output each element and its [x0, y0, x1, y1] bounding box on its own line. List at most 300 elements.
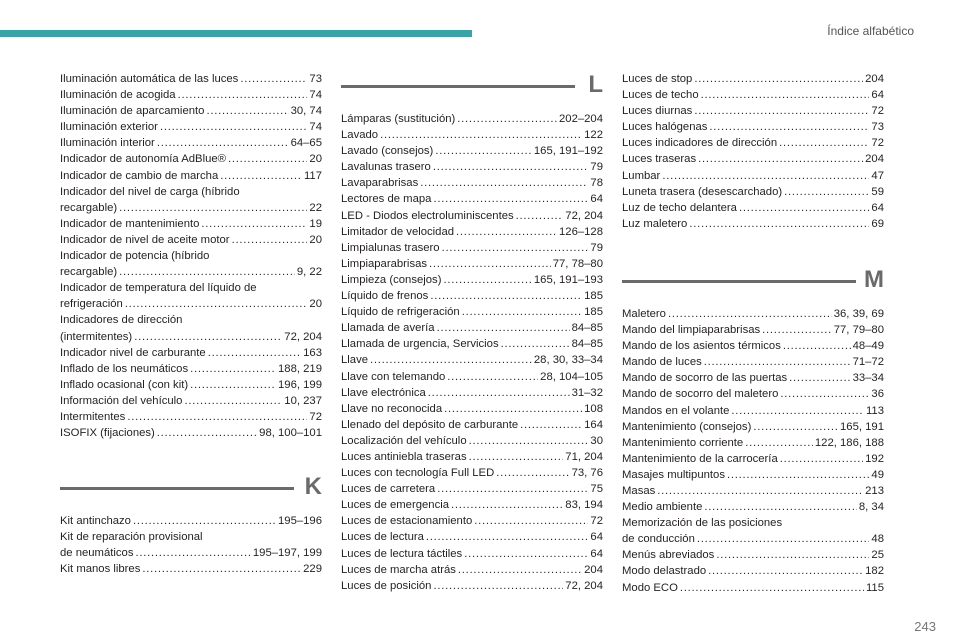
index-entry	[622, 200, 884, 216]
index-entry-term: (intermitentes)	[60, 330, 133, 343]
index-entry-term: Líquido de refrigeración	[341, 306, 460, 319]
index-entry	[622, 451, 884, 467]
dot-leader	[456, 224, 557, 240]
index-entry-pages: 73	[309, 73, 322, 85]
index-entry-term: Mantenimiento de la carrocería	[622, 452, 778, 465]
dot-leader	[142, 561, 301, 577]
index-entry-pages: 71–72	[852, 356, 884, 369]
index-entry-term: Inflado ocasional (con kit)	[60, 378, 189, 391]
index-entry	[341, 159, 603, 175]
dot-leader	[370, 352, 532, 368]
header-accent-bar	[0, 30, 472, 37]
index-entry	[60, 345, 322, 361]
dot-leader	[190, 377, 276, 393]
index-entry-pages: 33–34	[852, 372, 884, 385]
index-entry-pages: 77, 78–80	[552, 257, 603, 270]
dot-leader	[429, 256, 551, 272]
index-entry-term: recargable)	[60, 201, 118, 214]
index-entry-term: Llave electrónica	[341, 386, 426, 399]
dot-leader	[694, 71, 863, 87]
dot-leader	[701, 87, 870, 103]
dot-leader	[780, 451, 863, 467]
dot-leader	[428, 385, 570, 401]
dot-leader	[119, 200, 307, 216]
index-entry	[622, 354, 884, 370]
index-entry	[622, 338, 884, 354]
index-entry-term: Mandos en el volante	[622, 404, 730, 417]
index-entry-term: recargable)	[60, 266, 118, 279]
index-entry	[341, 369, 603, 385]
dot-leader	[462, 304, 582, 320]
index-entry-term: Lectores de mapa	[341, 193, 432, 206]
index-entry	[60, 513, 322, 529]
index-entry-term-line: Indicador del nivel de carga (híbrido	[60, 185, 240, 198]
index-entry	[622, 547, 884, 563]
index-entry-pages: 122	[584, 129, 603, 142]
index-entry	[622, 370, 884, 386]
index-entry-term: Iluminación de acogida	[60, 89, 176, 102]
index-entry	[60, 561, 322, 577]
index-entry-pages: 83, 194	[565, 499, 603, 512]
index-entry-pages: 79	[590, 161, 603, 174]
index-entry-term: ISOFIX (fijaciones)	[60, 427, 155, 440]
dot-leader	[662, 168, 869, 184]
index-entry	[341, 513, 603, 529]
section-rule	[60, 487, 294, 490]
index-entry-pages: 72, 204	[565, 209, 603, 222]
section-letter: M	[864, 265, 884, 293]
index-entry-term: Luces de stop	[622, 73, 693, 85]
section-rule	[622, 280, 856, 283]
letter-heading-l	[341, 71, 603, 105]
index-entry	[60, 87, 322, 103]
dot-leader	[501, 336, 570, 352]
index-entry-pages: 122, 186, 188	[814, 436, 884, 449]
dot-leader	[433, 578, 563, 594]
index-entry-term: Llamada de urgencia, Servicios	[341, 338, 499, 351]
index-entry-pages: 72	[871, 137, 884, 150]
index-entry	[622, 386, 884, 402]
index-entry-pages: 72	[590, 515, 603, 528]
index-entry-term: Mando de socorro de las puertas	[622, 372, 788, 385]
index-entry	[60, 425, 322, 441]
index-entry	[622, 306, 884, 322]
index-entry	[341, 304, 603, 320]
index-entry	[622, 435, 884, 451]
index-entry-term: Llamada de avería	[341, 322, 435, 335]
index-entry-pages: 48	[871, 533, 884, 546]
index-entry-pages: 185	[584, 306, 603, 319]
index-entry-term: Localización del vehículo	[341, 434, 467, 447]
index-entry-term: Lavalunas trasero	[341, 161, 431, 174]
page-number: 243	[914, 619, 936, 634]
index-entry	[60, 409, 322, 425]
section-letter: K	[304, 473, 322, 501]
index-entry-term: Masajes multipuntos	[622, 468, 725, 481]
index-entry	[341, 143, 603, 159]
index-entry-pages: 28, 104–105	[540, 370, 603, 383]
dot-leader	[157, 425, 257, 441]
index-entry-term: Llenado del depósito de carburante	[341, 418, 519, 431]
index-entry-pages: 73	[871, 121, 884, 134]
dot-leader	[437, 320, 570, 336]
index-entry-pages: 28, 30, 33–34	[533, 354, 603, 367]
dot-leader	[704, 354, 851, 370]
index-entry	[341, 481, 603, 497]
index-entry	[60, 529, 322, 561]
index-entry-term: Información del vehículo	[60, 394, 183, 407]
dot-leader	[220, 168, 302, 184]
dot-leader	[657, 483, 863, 499]
index-entry-term: Iluminación automática de las luces	[60, 73, 239, 85]
index-entry	[60, 71, 322, 87]
dot-leader	[380, 127, 582, 143]
index-entry-pages: 98, 100–101	[259, 427, 322, 440]
index-entry-pages: 108	[584, 402, 603, 415]
index-entry-term: Modo ECO	[622, 581, 678, 594]
index-entry-pages: 20	[309, 298, 322, 311]
index-entry-term: Llave con telemando	[341, 370, 446, 383]
dot-leader	[184, 393, 282, 409]
letter-heading-m	[622, 266, 884, 300]
dot-leader	[228, 151, 307, 167]
index-entry-term-line: Kit de reparación provisional	[60, 531, 203, 544]
index-entry	[60, 119, 322, 135]
dot-leader	[780, 386, 869, 402]
index-entry-term: Luces de lectura	[341, 531, 424, 544]
dot-leader	[119, 264, 295, 280]
dot-leader	[178, 87, 308, 103]
index-entry-pages: 78	[590, 177, 603, 190]
dot-leader	[474, 513, 588, 529]
index-entry	[60, 168, 322, 184]
index-entry	[60, 312, 322, 344]
index-entry-pages: 113	[865, 404, 884, 417]
index-entry-pages: 31–32	[571, 386, 603, 399]
dot-leader	[739, 200, 869, 216]
index-entry	[341, 175, 603, 191]
index-entry	[341, 497, 603, 513]
index-entry-term: Luces de techo	[622, 89, 699, 102]
dot-leader	[789, 370, 850, 386]
index-entry-term: Limpiaparabrisas	[341, 257, 428, 270]
index-entry-term: Luces de lectura táctiles	[341, 547, 463, 560]
index-entry-pages: 75	[590, 483, 603, 496]
dot-leader	[727, 467, 869, 483]
index-entry-term: Menús abreviados	[622, 549, 715, 562]
index-entry-term: Luces diurnas	[622, 105, 693, 118]
index-entry	[60, 393, 322, 409]
index-entry-term: Indicador de cambio de marcha	[60, 169, 219, 182]
index-entry-term: Mando de luces	[622, 356, 702, 369]
index-entry-term: Kit antinchazo	[60, 515, 131, 528]
index-entry-term: Luces indicadores de dirección	[622, 137, 778, 150]
index-entry-pages: 72, 204	[284, 330, 322, 343]
dot-leader	[443, 272, 531, 288]
dot-leader	[190, 361, 276, 377]
index-entry-pages: 48–49	[852, 340, 884, 353]
index-entry-term: Mando de socorro del maletero	[622, 388, 779, 401]
dot-leader	[709, 119, 869, 135]
index-entry	[341, 449, 603, 465]
index-entry-term: Inflado de los neumáticos	[60, 362, 189, 375]
index-entry-pages: 115	[865, 581, 884, 594]
index-column-1	[60, 71, 322, 578]
index-entry-pages: 165, 191–192	[533, 145, 603, 158]
index-entry-term: Luneta trasera (desescarchado)	[622, 185, 783, 198]
index-entry-pages: 72	[309, 410, 322, 423]
index-entry	[622, 87, 884, 103]
index-entry	[341, 256, 603, 272]
dot-leader	[206, 103, 288, 119]
index-list-l	[341, 111, 603, 594]
index-entry	[341, 240, 603, 256]
index-entry-pages: 22	[309, 201, 322, 214]
dot-leader	[496, 465, 569, 481]
index-entry	[622, 168, 884, 184]
index-entry-term: Líquido de frenos	[341, 290, 429, 303]
index-entry	[341, 336, 603, 352]
index-entry-pages: 213	[865, 484, 884, 497]
index-entry-term: Limpialunas trasero	[341, 241, 440, 254]
index-entry	[60, 232, 322, 248]
index-entry	[341, 352, 603, 368]
dot-leader	[697, 531, 870, 547]
dot-leader	[435, 143, 532, 159]
index-entry-pages: 19	[309, 217, 322, 230]
index-entry	[60, 361, 322, 377]
index-entry-term: Medio ambiente	[622, 501, 703, 514]
index-entry-pages: 64	[871, 201, 884, 214]
index-entry	[60, 184, 322, 216]
index-entry-pages: 204	[865, 153, 884, 166]
index-entry-pages: 74	[309, 89, 322, 102]
dot-leader	[430, 288, 582, 304]
index-entry-term-line: Indicadores de dirección	[60, 314, 183, 327]
index-entry	[622, 419, 884, 435]
dot-leader	[704, 499, 856, 515]
dot-leader	[458, 562, 582, 578]
index-entry-term: Luces de posición	[341, 579, 432, 592]
dot-leader	[447, 369, 538, 385]
section-rule	[341, 85, 575, 88]
index-entry-term: Luz maletero	[622, 217, 688, 230]
index-entry-term: Indicador nivel de carburante	[60, 346, 206, 359]
index-entry	[622, 103, 884, 119]
index-entry-term: Lavado	[341, 129, 379, 142]
index-entry-term: Llave	[341, 354, 369, 367]
index-entry-pages: 84–85	[571, 338, 603, 351]
dot-leader	[464, 546, 588, 562]
index-entry-term: de neumáticos	[60, 547, 134, 560]
dot-leader	[426, 529, 589, 545]
dot-leader	[689, 216, 869, 232]
index-entry-pages: 165, 191–193	[533, 273, 603, 286]
index-entry-term: refrigeración	[60, 298, 123, 311]
index-entry-pages: 204	[584, 563, 603, 576]
index-entry	[341, 401, 603, 417]
index-entry-pages: 64	[590, 547, 603, 560]
index-column-2	[341, 71, 603, 594]
page-header-title: Índice alfabético	[827, 24, 914, 38]
index-entry	[341, 385, 603, 401]
letter-heading-k	[60, 473, 322, 507]
dot-leader	[232, 232, 308, 248]
dot-leader	[433, 191, 588, 207]
index-entry-term: Indicador de autonomía AdBlue®	[60, 153, 226, 166]
index-entry-term: LED - Diodos electroluminiscentes	[341, 209, 514, 222]
index-entry	[622, 135, 884, 151]
index-entry-pages: 36, 39, 69	[833, 307, 884, 320]
index-entry	[622, 322, 884, 338]
dot-leader	[784, 184, 869, 200]
dot-leader	[779, 135, 869, 151]
index-entry-term: Mantenimiento corriente	[622, 436, 744, 449]
dot-leader	[520, 417, 582, 433]
index-entry	[341, 111, 603, 127]
index-entry-pages: 84–85	[571, 322, 603, 335]
index-entry-term: Llave no reconocida	[341, 402, 443, 415]
index-entry-pages: 59	[871, 185, 884, 198]
index-entry-pages: 30, 74	[290, 105, 322, 118]
index-entry-pages: 185	[584, 290, 603, 303]
index-entry-pages: 8, 34	[858, 501, 884, 514]
index-entry-term: Limpieza (consejos)	[341, 273, 442, 286]
index-entry	[60, 103, 322, 119]
index-list-l-continued	[622, 71, 884, 232]
dot-leader	[694, 103, 869, 119]
index-entry-pages: 195–197, 199	[252, 547, 322, 560]
dot-leader	[442, 240, 589, 256]
dot-leader	[680, 580, 864, 596]
index-entry-pages: 9, 22	[296, 266, 322, 279]
index-entry-pages: 72, 204	[565, 579, 603, 592]
index-entry-term: Mando del limpiaparabrisas	[622, 324, 761, 337]
index-entry-pages: 20	[309, 153, 322, 166]
index-entry-pages: 64–65	[290, 137, 322, 150]
index-entry	[341, 417, 603, 433]
index-entry	[622, 151, 884, 167]
index-entry	[622, 563, 884, 579]
dot-leader	[133, 513, 276, 529]
index-list-m	[622, 306, 884, 596]
index-entry-term: Luces de emergencia	[341, 499, 450, 512]
index-entry	[341, 562, 603, 578]
index-entry-term: Luces halógenas	[622, 121, 708, 134]
index-entry	[622, 119, 884, 135]
dot-leader	[698, 151, 863, 167]
dot-leader	[451, 497, 563, 513]
index-entry-pages: 192	[865, 452, 884, 465]
index-entry-term: Iluminación interior	[60, 137, 155, 150]
index-entry-pages: 77, 79–80	[833, 324, 884, 337]
dot-leader	[160, 119, 307, 135]
index-entry	[341, 272, 603, 288]
index-entry-term: Indicador de nivel de aceite motor	[60, 233, 230, 246]
index-entry-term: Mantenimiento (consejos)	[622, 420, 752, 433]
index-entry-pages: 47	[871, 169, 884, 182]
index-entry-term: Intermitentes	[60, 410, 126, 423]
index-entry	[60, 151, 322, 167]
dot-leader	[716, 547, 869, 563]
dot-leader	[457, 111, 557, 127]
index-entry-pages: 196, 199	[278, 378, 322, 391]
index-entry-pages: 163	[303, 346, 322, 359]
dot-leader	[668, 306, 832, 322]
index-entry	[60, 216, 322, 232]
index-entry-pages: 64	[590, 193, 603, 206]
index-entry	[341, 546, 603, 562]
index-entry	[622, 580, 884, 596]
index-entry	[341, 127, 603, 143]
index-list-k	[60, 513, 322, 577]
dot-leader	[753, 419, 838, 435]
dot-leader	[127, 409, 307, 425]
index-entry	[622, 483, 884, 499]
index-entry	[60, 377, 322, 393]
index-entry	[60, 135, 322, 151]
index-entry	[341, 433, 603, 449]
index-entry-pages: 49	[871, 468, 884, 481]
index-entry	[622, 71, 884, 87]
dot-leader	[762, 322, 832, 338]
dot-leader	[240, 71, 307, 87]
index-entry	[622, 403, 884, 419]
section-letter: L	[588, 71, 603, 98]
index-entry-pages: 74	[309, 121, 322, 134]
index-entry-term: Lavaparabrisas	[341, 177, 419, 190]
index-entry-pages: 10, 237	[284, 394, 322, 407]
index-entry-pages: 126–128	[559, 225, 603, 238]
index-entry-pages: 73, 76	[571, 467, 603, 480]
index-entry-term-line: Indicador de temperatura del líquido de	[60, 282, 257, 295]
dot-leader	[420, 175, 588, 191]
index-entry-term: Luces con tecnología Full LED	[341, 467, 495, 480]
index-entry-pages: 204	[865, 73, 884, 85]
index-entry	[341, 191, 603, 207]
index-entry-pages: 164	[584, 418, 603, 431]
dot-leader	[125, 296, 308, 312]
index-entry-pages: 25	[871, 549, 884, 562]
index-entry-term: Iluminación exterior	[60, 121, 158, 134]
index-entry	[341, 529, 603, 545]
index-entry-term: Luz de techo delantera	[622, 201, 737, 214]
index-entry-pages: 69	[871, 217, 884, 230]
index-entry-term-line: Indicador de potencia (híbrido	[60, 250, 210, 263]
index-entry-term: Maletero	[622, 307, 666, 320]
dot-leader	[444, 401, 582, 417]
index-entry-term: Lámparas (sustitución)	[341, 113, 456, 125]
index-entry-pages: 182	[865, 565, 884, 578]
dot-leader	[437, 481, 588, 497]
index-entry-pages: 165, 191	[840, 420, 884, 433]
index-entry-pages: 71, 204	[565, 450, 603, 463]
index-entry	[622, 184, 884, 200]
index-entry-pages: 36	[871, 388, 884, 401]
dot-leader	[731, 403, 864, 419]
index-entry-pages: 64	[590, 531, 603, 544]
index-entry-term: Luces antiniebla traseras	[341, 450, 467, 463]
index-entry-pages: 30	[590, 434, 603, 447]
index-entry	[622, 499, 884, 515]
dot-leader	[208, 345, 301, 361]
dot-leader	[135, 545, 250, 561]
index-entry-term: Luces traseras	[622, 153, 697, 166]
index-entry-term: Masas	[622, 484, 656, 497]
dot-leader	[157, 135, 289, 151]
dot-leader	[134, 329, 282, 345]
index-entry-term: Modo delastrado	[622, 565, 707, 578]
